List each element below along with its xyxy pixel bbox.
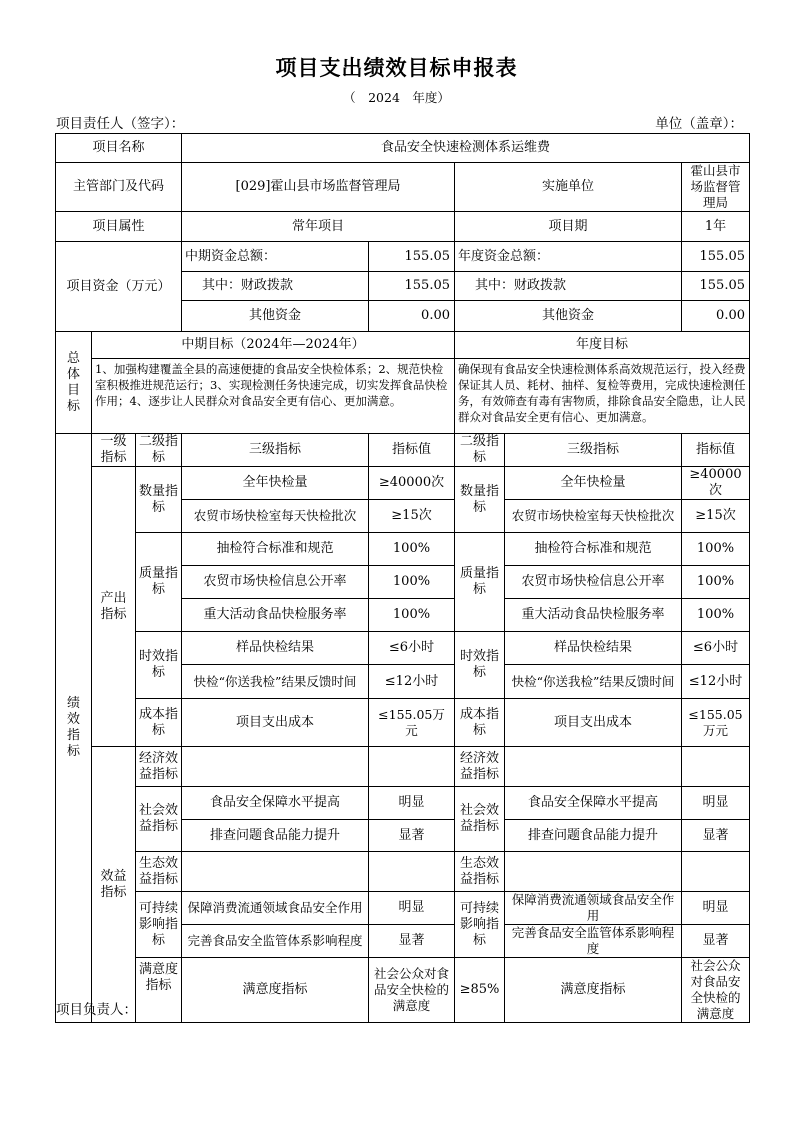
indicator-name-right: 排查问题食品能力提升 xyxy=(505,820,682,852)
annual-goal-header: 年度目标 xyxy=(455,332,750,359)
indicator-value-right: ≤6小时 xyxy=(682,632,750,665)
indicator-value: 100% xyxy=(369,599,455,632)
indicator-name-right: 抽检符合标准和规范 xyxy=(505,533,682,566)
indicator-name: 食品安全保障水平提高 xyxy=(182,787,369,820)
indicator-value: 100% xyxy=(369,533,455,566)
indicator-name-right: 农贸市场快检室每天快检批次 xyxy=(505,500,682,533)
indicator-value: 100% xyxy=(369,566,455,599)
quality-indicators-label: 质量指标 xyxy=(136,533,182,632)
attr-label: 项目属性 xyxy=(56,212,182,242)
indicator-value: ≤12小时 xyxy=(369,665,455,699)
ecological-indicators-label: 生态效益指标 xyxy=(136,852,182,892)
dept-value: [029]霍山县市场监督管理局 xyxy=(182,163,455,212)
level2-header: 二级指标 xyxy=(136,434,182,467)
indicator-name xyxy=(182,747,369,787)
year-total-label: 年度资金总额： xyxy=(455,242,682,272)
indicator-value: ≤6小时 xyxy=(369,632,455,665)
overall-goals-label: 总体目标 xyxy=(56,332,92,434)
social-indicators-label-right: 社会效益指标 xyxy=(455,787,505,852)
indicator-value-right: ≥40000次 xyxy=(682,467,750,500)
level3-header: 三级指标 xyxy=(182,434,369,467)
indicator-value-right: 100% xyxy=(682,533,750,566)
mid-total-value: 155.05 xyxy=(369,242,455,272)
indicator-value: ≥15次 xyxy=(369,500,455,533)
year-fiscal-label: 其中：财政拨款 xyxy=(455,272,682,301)
mid-term-goal-header: 中期目标（2024年—2024年） xyxy=(92,332,455,359)
impl-unit-label: 实施单位 xyxy=(455,163,682,212)
indicator-name: 抽检符合标准和规范 xyxy=(182,533,369,566)
indicator-name-right: 重大活动食品快检服务率 xyxy=(505,599,682,632)
indicator-value-right: 100% xyxy=(682,599,750,632)
mid-other-value: 0.00 xyxy=(369,301,455,332)
indicator-value: 显著 xyxy=(369,925,455,958)
mid-fiscal-label: 其中：财政拨款 xyxy=(182,272,369,301)
level2-header-right: 二级指标 xyxy=(455,434,505,467)
form-title: 项目支出绩效目标申报表 xyxy=(275,55,518,80)
indicator-name-right xyxy=(505,747,682,787)
indicator-name: 重大活动食品快检服务率 xyxy=(182,599,369,632)
performance-target-table xyxy=(55,133,750,1023)
indicator-value: ≥85% xyxy=(455,958,505,1023)
year-fiscal-value: 155.05 xyxy=(682,272,750,301)
ecological-indicators-label-right: 生态效益指标 xyxy=(455,852,505,892)
level1-header: 一级指标 xyxy=(92,434,136,467)
cost-indicators-label: 成本指标 xyxy=(136,699,182,747)
indicator-name-right xyxy=(505,852,682,892)
indicator-name: 农贸市场快检信息公开率 xyxy=(182,566,369,599)
indicator-value-right: 100% xyxy=(682,566,750,599)
attr-value: 常年项目 xyxy=(182,212,455,242)
value-header: 指标值 xyxy=(369,434,455,467)
indicator-name: 样品快检结果 xyxy=(182,632,369,665)
indicator-value: 明显 xyxy=(369,892,455,925)
indicator-name-right: 样品快检结果 xyxy=(505,632,682,665)
period-value: 1年 xyxy=(682,212,750,242)
mid-term-goal-text: 1、加强构建覆盖全县的高速便捷的食品安全快检体系；2、规范快检室积极推进规范运行；3、实现检测任务快速完成，切实发挥食品快检作用；4、逐步让人民群众对食品安全更有信心、更加满意。 xyxy=(92,359,455,434)
year-line: （ 2024 年度） xyxy=(343,90,450,105)
indicator-name: 保障消费流通领域食品安全作用 xyxy=(182,892,369,925)
indicator-name: 全年快检量 xyxy=(182,467,369,500)
quantity-indicators-label: 数量指标 xyxy=(136,467,182,533)
indicator-name: 排查问题食品能力提升 xyxy=(182,820,369,852)
mid-total-label: 中期资金总额： xyxy=(182,242,369,272)
project-name: 食品安全快速检测体系运维费 xyxy=(182,134,750,163)
benefit-indicators-label: 效益指标 xyxy=(92,747,136,1023)
indicator-name-right: 快检“你送我检”结果反馈时间 xyxy=(505,665,682,699)
indicator-value-right: 显著 xyxy=(682,820,750,852)
cost-indicators-label-right: 成本指标 xyxy=(455,699,505,747)
project-leader-label: 项目负责人： xyxy=(56,1002,137,1018)
indicator-value xyxy=(369,747,455,787)
responsible-signature-label: 项目责任人（签字）： xyxy=(56,116,185,132)
year-total-value: 155.05 xyxy=(682,242,750,272)
indicator-value-right: 明显 xyxy=(682,787,750,820)
project-name-label: 项目名称 xyxy=(56,134,182,163)
value-header-right: 指标值 xyxy=(682,434,750,467)
indicator-value: ≥40000次 xyxy=(369,467,455,500)
satisfaction-level2-label: 满意度指标 xyxy=(182,958,369,1023)
indicator-value-right: ≤12小时 xyxy=(682,665,750,699)
indicator-name-right: 全年快检量 xyxy=(505,467,682,500)
impl-unit-value: 霍山县市场监督管理局 xyxy=(682,163,750,212)
indicator-value: 明显 xyxy=(369,787,455,820)
indicator-value: 显著 xyxy=(369,820,455,852)
indicator-name: 完善食品安全监管体系影响程度 xyxy=(182,925,369,958)
indicator-value-right: 明显 xyxy=(682,892,750,925)
indicator-value: ≤155.05万元 xyxy=(369,699,455,747)
funds-label: 项目资金（万元） xyxy=(56,242,182,332)
sustainable-indicators-label: 可持续影响指标 xyxy=(136,892,182,958)
indicator-value xyxy=(369,852,455,892)
sustainable-indicators-label-right: 可持续影响指标 xyxy=(455,892,505,958)
performance-indicators-label: 绩效指标 xyxy=(56,434,92,1023)
indicator-name: 社会公众对食品安全快检的满意度 xyxy=(369,958,455,1023)
indicator-value-right: ≥15次 xyxy=(682,500,750,533)
period-label: 项目期 xyxy=(455,212,682,242)
economic-indicators-label-right: 经济效益指标 xyxy=(455,747,505,787)
time-indicators-label: 时效指标 xyxy=(136,632,182,699)
time-indicators-label-right: 时效指标 xyxy=(455,632,505,699)
output-indicators-label: 产出指标 xyxy=(92,467,136,747)
indicator-name-right: 食品安全保障水平提高 xyxy=(505,787,682,820)
quality-indicators-label-right: 质量指标 xyxy=(455,533,505,632)
indicator-value-right xyxy=(682,852,750,892)
indicator-name-right: 保障消费流通领域食品安全作用 xyxy=(505,892,682,925)
indicator-value-right: ≤155.05万元 xyxy=(682,699,750,747)
indicator-name: 快检“你送我检”结果反馈时间 xyxy=(182,665,369,699)
indicator-name xyxy=(182,852,369,892)
satisfaction-level2-label-right: 满意度指标 xyxy=(505,958,682,1023)
social-indicators-label: 社会效益指标 xyxy=(136,787,182,852)
annual-goal-text: 确保现有食品安全快速检测体系高效规范运行，投入经费保证其人员、耗材、抽样、复检等费用，完成快速检测任务，有效筛查有毒有害物质，排除食品安全隐患，让人民群众对食品安全更有信心、更加满意。 xyxy=(455,359,750,434)
unit-seal-label: 单位（盖章）： xyxy=(655,116,743,132)
satisfaction-indicators-label: 满意度指标 xyxy=(136,958,182,1023)
dept-label: 主管部门及代码 xyxy=(56,163,182,212)
indicator-name-right: 项目支出成本 xyxy=(505,699,682,747)
indicator-name-right: 完善食品安全监管体系影响程度 xyxy=(505,925,682,958)
indicator-name: 项目支出成本 xyxy=(182,699,369,747)
year-other-value: 0.00 xyxy=(682,301,750,332)
indicator-name-right: 农贸市场快检信息公开率 xyxy=(505,566,682,599)
year-other-label: 其他资金 xyxy=(455,301,682,332)
mid-fiscal-value: 155.05 xyxy=(369,272,455,301)
indicator-name: 农贸市场快检室每天快检批次 xyxy=(182,500,369,533)
indicator-value-right xyxy=(682,747,750,787)
level3-header-right: 三级指标 xyxy=(505,434,682,467)
economic-indicators-label: 经济效益指标 xyxy=(136,747,182,787)
quantity-indicators-label-right: 数量指标 xyxy=(455,467,505,533)
indicator-value-right: 显著 xyxy=(682,925,750,958)
indicator-name-right: 社会公众对食品安全快检的满意度 xyxy=(682,958,750,1023)
mid-other-label: 其他资金 xyxy=(182,301,369,332)
